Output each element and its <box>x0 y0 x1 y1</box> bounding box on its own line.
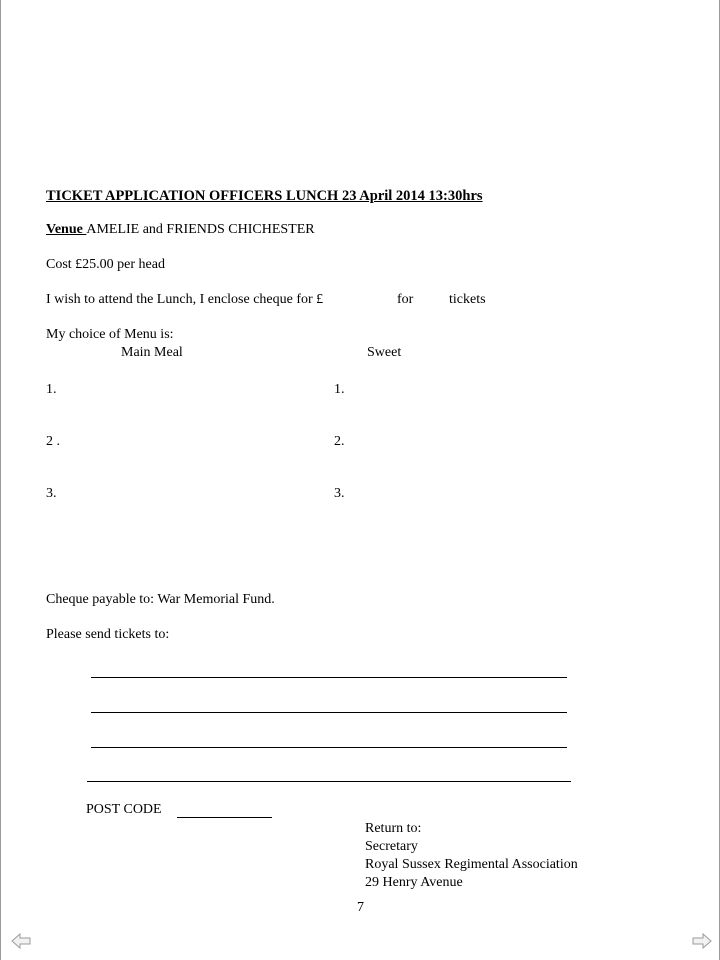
return-label: Return to: <box>365 821 422 836</box>
arrow-left-icon[interactable] <box>11 932 31 950</box>
address-line-4 <box>87 781 571 782</box>
venue-label: Venue <box>46 222 87 237</box>
return-line-3: 29 Henry Avenue <box>365 875 463 890</box>
sweet-item-1: 1. <box>334 382 345 397</box>
page-number: 7 <box>357 900 364 915</box>
sweet-header: Sweet <box>367 345 402 360</box>
arrow-right-icon[interactable] <box>692 932 712 950</box>
page-border-left <box>0 0 1 960</box>
return-address <box>365 820 578 892</box>
sweet-item-2: 2. <box>334 434 345 449</box>
postcode-line <box>177 817 272 818</box>
return-line-1: Secretary <box>365 839 418 854</box>
address-line-1 <box>91 677 567 678</box>
for-label: for <box>397 292 414 307</box>
tickets-label: tickets <box>449 292 486 307</box>
document-title: TICKET APPLICATION OFFICERS LUNCH 23 April 2014 13:30hrs <box>46 188 483 204</box>
main-item-3: 3. <box>46 486 57 501</box>
main-meal-header: Main Meal <box>121 345 183 360</box>
main-item-2: 2 . <box>46 434 60 449</box>
venue-line <box>46 223 315 237</box>
address-line-3 <box>91 747 567 748</box>
attend-text: I wish to attend the Lunch, I enclose cheque for £ <box>46 292 324 307</box>
cost-line: Cost £25.00 per head <box>46 257 165 272</box>
return-line-2: Royal Sussex Regimental Association <box>365 857 578 872</box>
send-tickets-label: Please send tickets to: <box>46 627 170 642</box>
venue-value: AMELIE and FRIENDS CHICHESTER <box>86 222 315 237</box>
cheque-payable: Cheque payable to: War Memorial Fund. <box>46 592 275 607</box>
menu-intro: My choice of Menu is: <box>46 327 174 342</box>
address-line-2 <box>91 712 567 713</box>
postcode-label: POST CODE <box>86 802 162 817</box>
sweet-item-3: 3. <box>334 486 345 501</box>
main-item-1: 1. <box>46 382 57 397</box>
